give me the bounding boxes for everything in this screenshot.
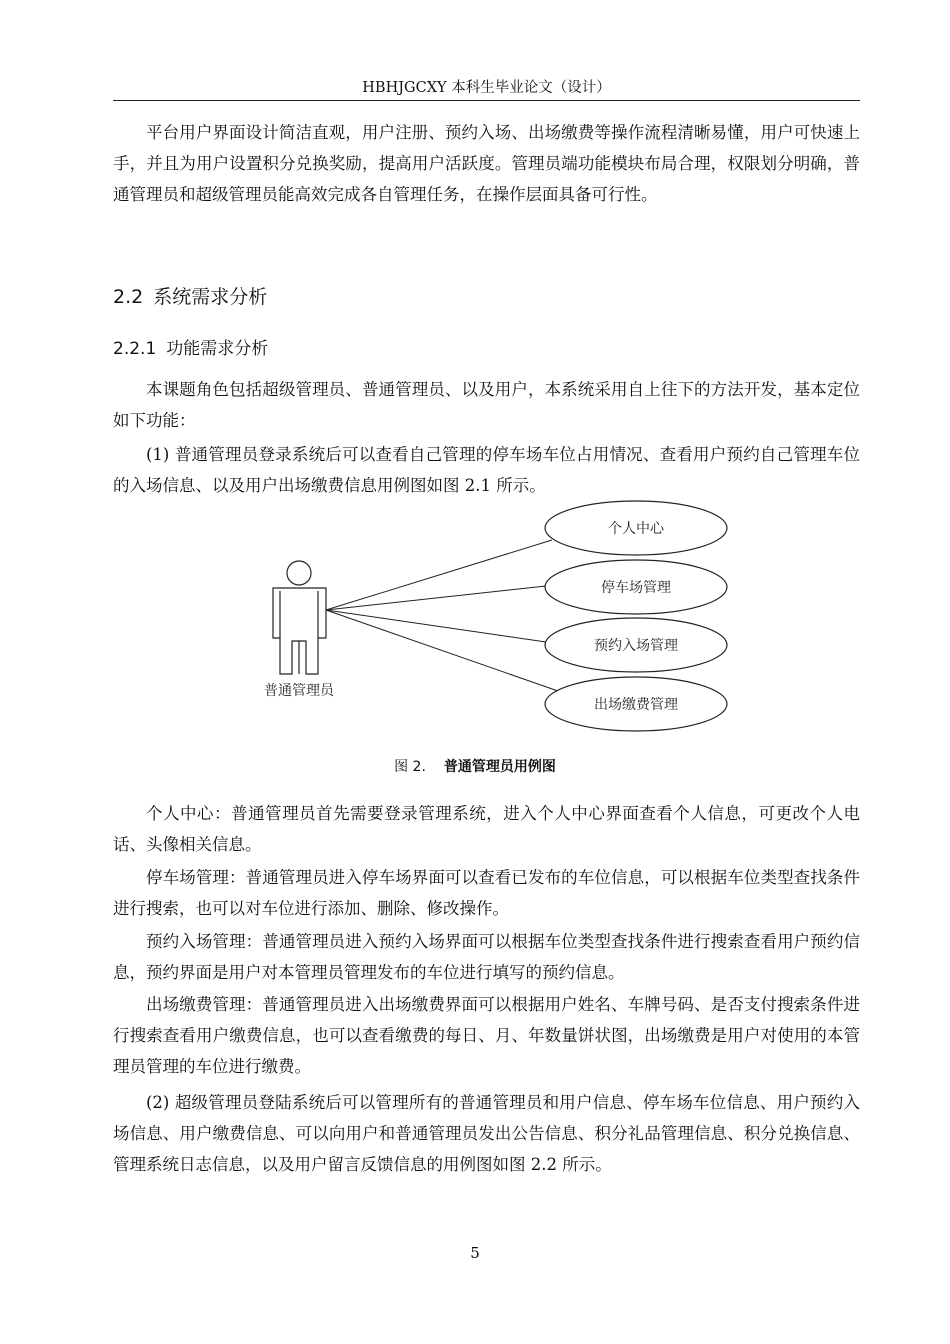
section-heading bbox=[113, 284, 267, 310]
roles-paragraph: 本课题角色包括超级管理员、普通管理员、以及用户，本系统采用自上往下的方法开发，基本定位如下功能： bbox=[113, 380, 860, 430]
association-line bbox=[326, 586, 546, 610]
figure-number: 图 2. bbox=[394, 759, 426, 775]
item1-paragraph: (1) 普通管理员登录系统后可以查看自己管理的停车场车位占用情况、查看用户预约自己管理车位的入场信息、以及用户出场缴费信息用例图如图 2.1 所示。 bbox=[113, 445, 860, 495]
subsection-number: 2.2.1 bbox=[113, 339, 157, 359]
page-header: HBHJGCXY 本科生毕业论文（设计） bbox=[362, 80, 611, 96]
use-case-diagram bbox=[240, 498, 740, 743]
parking-management-paragraph: 停车场管理：普通管理员进入停车场界面可以查看已发布的车位信息，可以根据车位类型查找条件进行搜索，也可以对车位进行添加、删除、修改操作。 bbox=[113, 868, 860, 918]
use-case-label: 出场缴费管理 bbox=[594, 697, 678, 713]
use-case-label: 停车场管理 bbox=[601, 580, 671, 596]
subsection-heading bbox=[113, 337, 268, 361]
intro-paragraph: 平台用户界面设计简洁直观，用户注册、预约入场、出场缴费等操作流程清晰易懂，用户可快速上手，并且为用户设置积分兑换奖励，提高用户活跃度。管理员端功能模块布局合理，权限划分明确，普通管理员和超级管理员能高效完成各自管理任务，在操作层面具备可行性。 bbox=[113, 123, 860, 204]
use-case-label: 预约入场管理 bbox=[594, 638, 678, 654]
actor-head bbox=[287, 561, 311, 585]
section-title: 系统需求分析 bbox=[153, 286, 268, 308]
association-line bbox=[326, 610, 546, 642]
exit-payment-management-paragraph: 出场缴费管理：普通管理员进入出场缴费界面可以根据用户姓名、车牌号码、是否支付搜索条件进行搜索查看用户缴费信息，也可以查看缴费的每日、月、年数量饼状图，出场缴费是用户对使用的本管理员管理的车位进行缴费。 bbox=[113, 995, 860, 1076]
actor-label: 普通管理员 bbox=[264, 683, 334, 699]
association-lines bbox=[326, 540, 558, 691]
page-number: 5 bbox=[470, 1244, 480, 1262]
reservation-management-paragraph: 预约入场管理：普通管理员进入预约入场界面可以根据车位类型查找条件进行搜索查看用户预约信息，预约界面是用户对本管理员管理发布的车位进行填写的预约信息。 bbox=[113, 932, 860, 982]
section-number: 2.2 bbox=[113, 286, 144, 308]
use-case-label: 个人中心 bbox=[608, 521, 664, 537]
item2-paragraph: (2) 超级管理员登陆系统后可以管理所有的普通管理员和用户信息、停车场车位信息、用户预约入场信息、用户缴费信息、可以向用户和普通管理员发出公告信息、积分礼品管理信息、积分兑换信息、管理系统日志信息，以及用户留言反馈信息的用例图如图 2.2 所示。 bbox=[113, 1093, 860, 1174]
subsection-title: 功能需求分析 bbox=[166, 339, 269, 359]
figure-title: 普通管理员用例图 bbox=[443, 759, 556, 775]
association-line bbox=[326, 540, 552, 610]
association-line bbox=[326, 610, 558, 691]
actor-figure bbox=[273, 561, 326, 674]
header-rule bbox=[113, 100, 860, 101]
figure-caption bbox=[0, 757, 950, 777]
personal-center-paragraph: 个人中心：普通管理员首先需要登录管理系统，进入个人中心界面查看个人信息，可更改个人电话、头像相关信息。 bbox=[113, 804, 860, 854]
